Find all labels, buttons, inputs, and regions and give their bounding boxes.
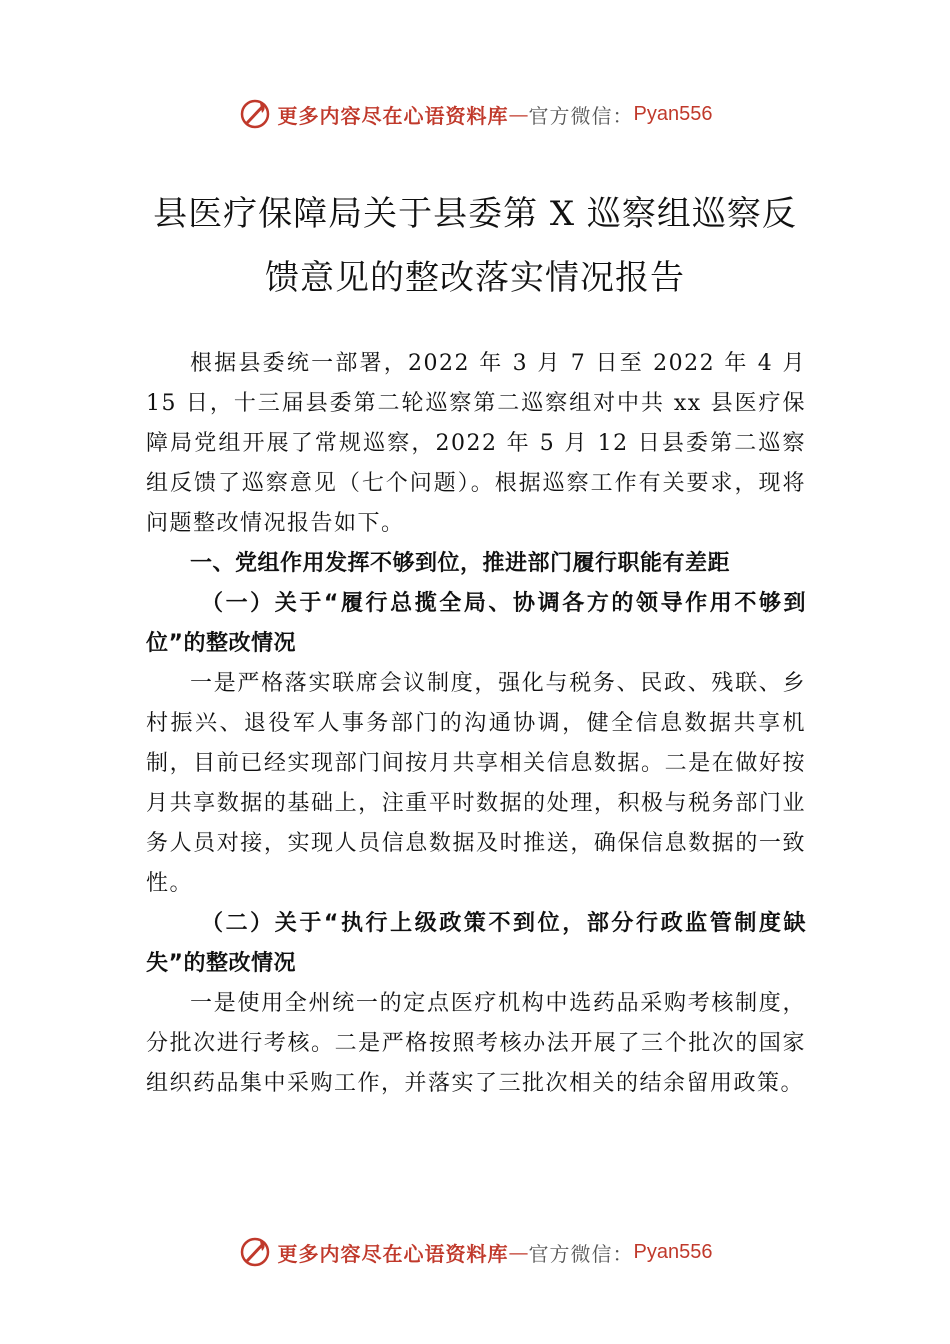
quill-logo-icon xyxy=(238,1235,272,1269)
banner-wechat-id: Pyan556 xyxy=(633,102,713,125)
banner-wechat-id: Pyan556 xyxy=(633,1240,713,1263)
subsection-body-1: 一是严格落实联席会议制度，强化与税务、民政、残联、乡村振兴、退役军人事务部门的沟通协调，健全信息数据共享机制，目前已经实现部门间按月共享相关信息数据。二是在做好按月共享数据的基础上，注重平时数据的处理，积极与税务部门业务人员对接，实现人员信息数据及时推送，确保信息数据的一致性。 xyxy=(146,671,806,896)
title-line-1: 县医疗保障局关于县委第 X 巡察组巡察反 xyxy=(153,194,797,234)
banner-site-text: 更多内容尽在心语资料库 xyxy=(277,1241,509,1266)
intro-paragraph: 根据县委统一部署，2022 年 3 月 7 日至 2022 年 4 月 15 日，十三届县委第二轮巡察第二巡察组对中共 xx 县医疗保障局党组开展了常规巡察，2022 年 5 月 12 日县委第二巡察组反馈了巡察意见（七个问题）。根据巡察工作有关要求，现将问题整改情况报告如下。 xyxy=(146,351,806,536)
subsection-heading-2: （二）关于“执行上级政策不到位，部分行政监管制度缺失”的整改情况 xyxy=(146,911,806,976)
banner-dash: — xyxy=(508,102,529,126)
banner-label: 官方微信： xyxy=(528,1241,634,1266)
document-title xyxy=(140,182,810,310)
banner-site-text: 更多内容尽在心语资料库 xyxy=(277,103,509,128)
banner-dash: — xyxy=(508,1240,529,1264)
banner-label: 官方微信： xyxy=(528,103,634,128)
quill-logo-icon xyxy=(238,97,272,131)
subsection-heading-1: （一）关于“履行总揽全局、协调各方的领导作用不够到位”的整改情况 xyxy=(146,591,806,656)
footer-banner xyxy=(0,1230,950,1274)
subsection-body-2: 一是使用全州统一的定点医疗机构中选药品采购考核制度，分批次进行考核。二是严格按照考核办法开展了三个批次的国家组织药品集中采购工作，并落实了三批次相关的结余留用政策。 xyxy=(146,991,806,1096)
section-heading: 一、党组作用发挥不够到位，推进部门履行职能有差距 xyxy=(190,551,731,576)
title-line-2: 馈意见的整改落实情况报告 xyxy=(265,258,685,298)
header-banner xyxy=(0,92,950,136)
document-body xyxy=(146,344,806,1104)
